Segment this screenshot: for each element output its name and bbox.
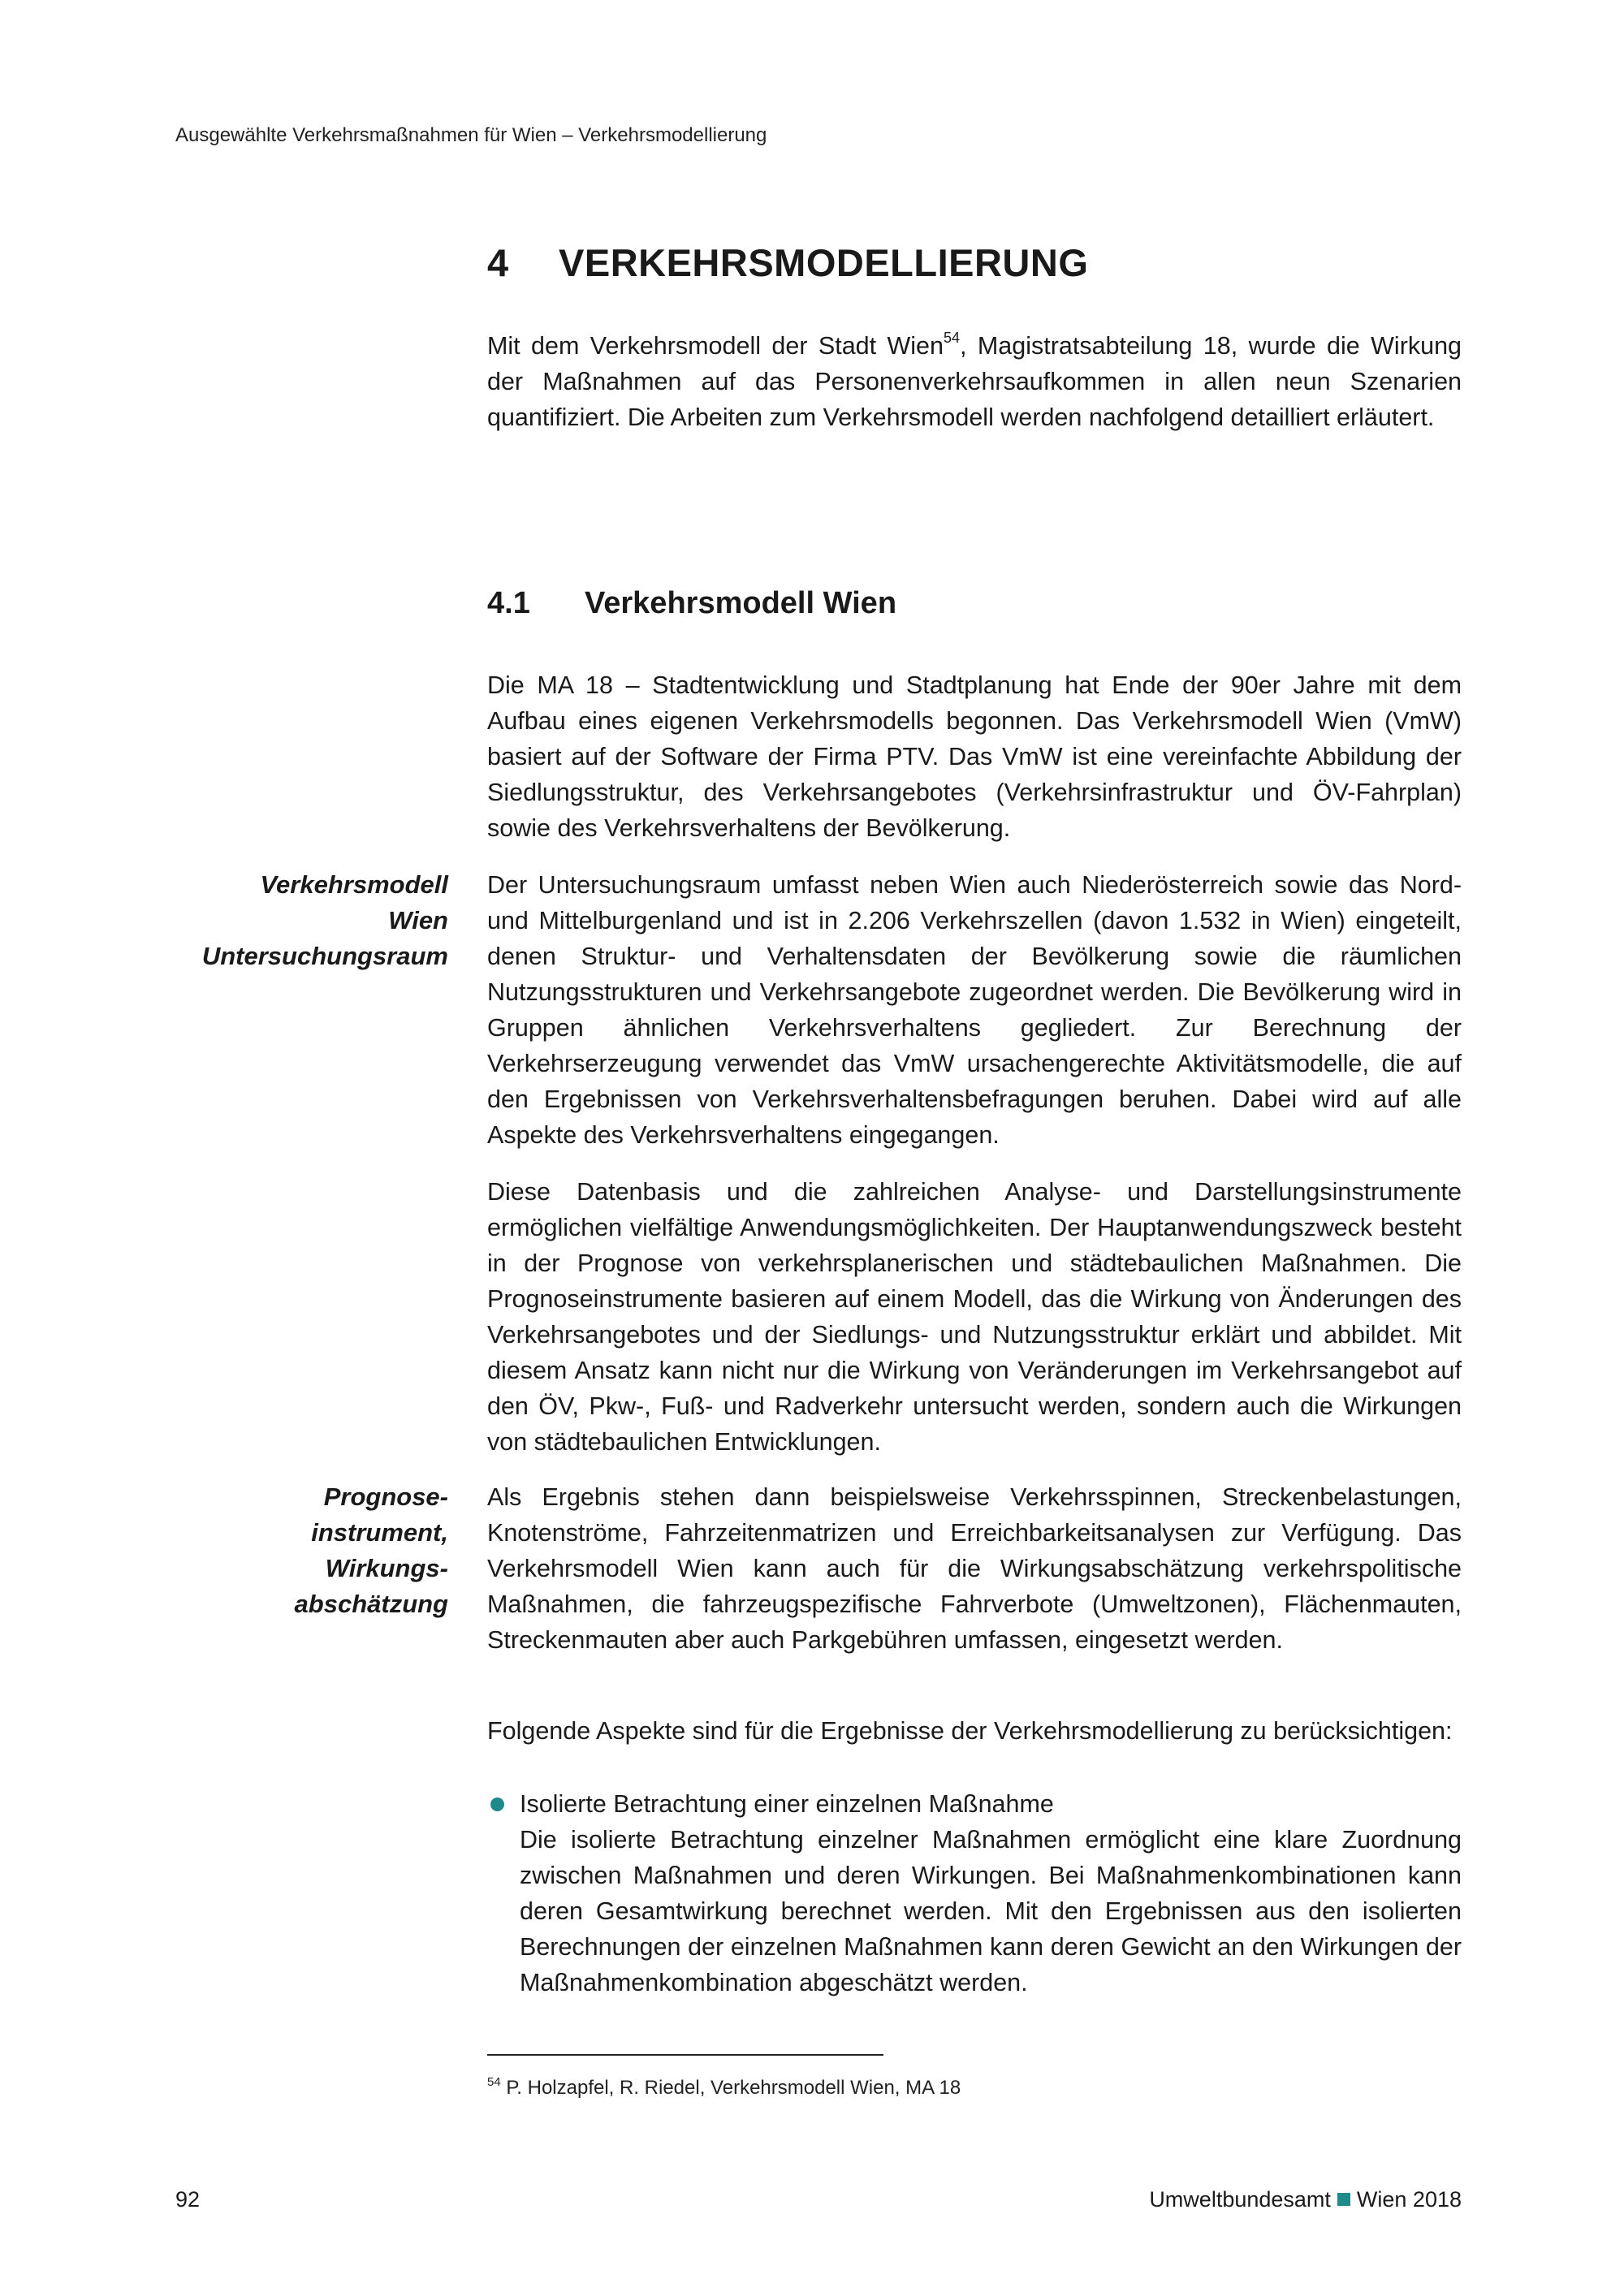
chapter-number: 4 [487,241,509,284]
paragraph-3: Diese Datenbasis und die zahlreichen Analyse- und Darstellungsinstrumente ermöglichen vielfältige Anwendungsmöglichkeiten. Der Hauptanwendungszweck besteht in der Prognose von verkehrsplanerischen und städtebaulichen Maßnahmen. Die Prognoseinstrumente basieren auf einem Modell, das die Wirkung von Änderungen des Verkehrsangebotes und der Siedlungs- und Nutzungsstruktur erklärt und abbildet. Mit diesem Ansatz kann nicht nur die Wirkung von Veränderungen im Verkehrsangebot auf den ÖV, Pkw-, Fuß- und Radverkehr untersucht werden, sondern auch die Wirkungen von städtebaulichen Entwicklungen. [487,1178,1462,1456]
publisher-name: Umweltbundesamt [1149,2187,1331,2212]
footnote-reference[interactable]: 54 [943,330,961,346]
square-separator-icon [1337,2193,1350,2206]
paragraph-5: Folgende Aspekte sind für die Ergebnisse der Verkehrsmodellierung zu berücksichtigen: [487,1717,1453,1745]
margin-note-line: Wien [388,906,448,934]
chapter-title: VERKEHRSMODELLIERUNG [559,241,1089,284]
footnote-marker: 54 [487,2075,501,2089]
bullet-dot-icon [490,1798,504,1811]
chapter-intro [487,328,1462,435]
section-heading [487,586,896,621]
paragraph-1: Die MA 18 – Stadtentwicklung und Stadtplanung hat Ende der 90er Jahre mit dem Aufbau eines eigenen Verkehrsmodells begonnen. Das Verkehrsmodell Wien (VmW) basiert auf der Software der Firma PTV. Das VmW ist eine vereinfachte Abbildung der Siedlungsstruktur, des Verkehrsangebotes (Verkehrsinfrastruktur und ÖV-Fahrplan) sowie des Verkehrsverhaltens der Bevölkerung. [487,671,1462,842]
paragraph-4: Als Ergebnis stehen dann beispielsweise Verkehrsspinnen, Streckenbelastungen, Knotenströme, Fahrzeitenmatrizen und Erreichbarkeitsanalysen zur Verfügung. Das Verkehrsmodell Wien kann auch für die Wirkungsabschätzung verkehrspolitische Maßnahmen, die fahrzeugspezifische Fahrverbote (Umweltzonen), Flächenmauten, Streckenmauten aber auch Parkgebühren umfassen, eingesetzt werden. [487,1483,1462,1654]
bullet-description: Die isolierte Betrachtung einzelner Maßnahmen ermöglicht eine klare Zuordnung zwischen Maßnahmen und deren Wirkungen. Bei Maßnahmenkombinationen kann deren Gesamtwirkung berechnet werden. Mit den Ergebnissen aus den isolierten Berechnungen der einzelnen Maßnahmen kann deren Gewicht an den Wirkungen der Maßnahmenkombination abgeschätzt werden. [520,1826,1462,1996]
publication-year: Wien 2018 [1356,2187,1462,2212]
bullet-label: Isolierte Betrachtung einer einzelnen Maßnahme [520,1790,1054,1818]
paragraph-2: Der Untersuchungsraum umfasst neben Wien auch Niederösterreich sowie das Nord- und Mittelburgenland und ist in 2.206 Verkehrszellen (davon 1.532 in Wien) eingeteilt, denen Struktur- und Verhaltensdaten der Bevölkerung sowie die räumlichen Nutzungsstrukturen und Verkehrsangebote zugeordnet werden. Die Bevölkerung wird in Gruppen ähnlichen Verkehrsverhaltens gegliedert. Zur Berechnung der Verkehrserzeugung verwendet das VmW ursachengerechte Aktivitätsmodelle, die auf den Ergebnissen von Verkehrsverhaltensbefragungen beruhen. Dabei wird auf alle Aspekte des Verkehrsverhaltens eingegangen. [487,871,1462,1149]
margin-note-line: Untersuchungsraum [201,942,448,970]
margin-note-line: instrument, [311,1518,448,1547]
margin-note-line: abschätzung [294,1590,448,1618]
page-number: 92 [175,2187,201,2212]
margin-note-line: Prognose- [323,1482,448,1511]
margin-note-line: Verkehrsmodell [260,870,448,899]
intro-text-end: , Magistratsabteilung 18, wurde die Wirkung der Maßnahmen auf das Personenverkehrsaufkommen in allen neun Szenarien quantifiziert. Die Arbeiten zum Verkehrsmodell werden nachfolgend detailliert erläutert. [487,332,1462,431]
margin-note-line: Wirkungs- [325,1554,448,1582]
margin-note-prognoseinstrument [156,1479,448,1622]
footnote [487,2077,961,2100]
section-number: 4.1 [487,586,530,620]
intro-text-start: Mit dem Verkehrsmodell der Stadt Wien [487,332,944,360]
running-header: Ausgewählte Verkehrsmaßnahmen für Wien – Verkehrsmodellierung [175,124,767,146]
section-title: Verkehrsmodell Wien [585,586,897,620]
footnote-text: P. Holzapfel, R. Riedel, Verkehrsmodell Wien, MA 18 [500,2077,961,2099]
footnote-divider [487,2054,883,2056]
footer-publisher [1149,2187,1462,2212]
chapter-heading [487,240,1088,285]
margin-note-untersuchungsraum [156,867,448,974]
